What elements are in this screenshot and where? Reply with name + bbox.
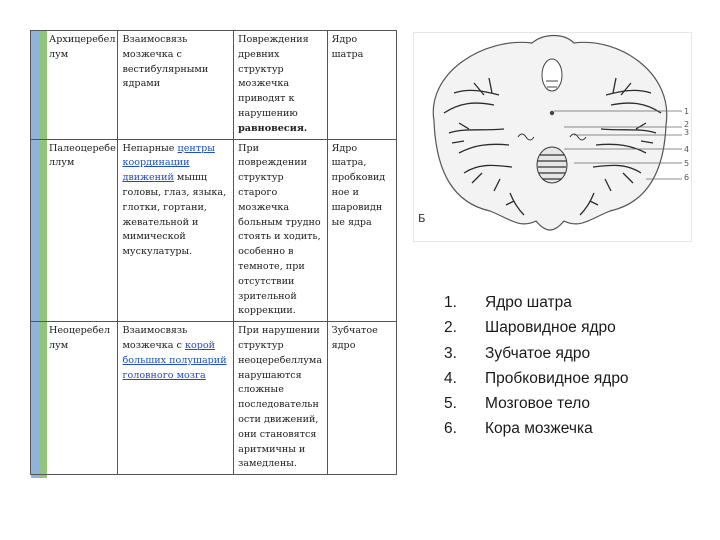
list-item: 5. Мозговое тело (444, 395, 591, 413)
callout-1: 1 (684, 107, 690, 116)
link-cortex[interactable]: корой больших полушарий головного мозга (122, 339, 227, 381)
list-item: 1. Ядро шатра (444, 294, 572, 311)
callout-4: 4 (684, 145, 690, 154)
table-row (31, 139, 397, 322)
cell-name: Палеоцеребе ллум (31, 139, 118, 322)
table-row (31, 322, 397, 475)
cell-name: Неоцеребел лум (31, 322, 118, 475)
callout-3: 3 (684, 128, 690, 137)
cerebellum-figure (413, 32, 692, 242)
list-item: 2. Шаровидное ядро (444, 319, 616, 337)
cell-function: Взаимосвязь мозжечка с корой больших полушарий головного мозга (118, 322, 234, 475)
list-item: 6. Кора мозжечка (444, 420, 593, 438)
cell-damage: При повреждении структур старого мозжечка больным трудно стоять и ходить, особенно в темноте, при отсутствии зрительной коррекции. (234, 139, 328, 322)
cerebellum-table (30, 30, 397, 475)
callout-2: 2 (684, 120, 690, 129)
cerebellum-illustration (414, 33, 691, 241)
cell-function: Взаимосвязь мозжечка с вестибулярными ядрами (118, 31, 234, 140)
cell-nuclei: Зубчатое ядро (327, 322, 396, 475)
legend-list (441, 290, 629, 442)
link-coordination-centers[interactable]: центры координации движений (122, 142, 215, 184)
cell-nuclei: Ядро шатра, пробковид ное и шаровидн ые ядра (327, 139, 396, 322)
table-row (31, 31, 397, 140)
cell-damage: При нарушении структур неоцеребеллума нарушаются сложные последовательн ости движений, они становятся аритмичны и замедлены. (234, 322, 328, 475)
list-item: 3. Зубчатое ядро (444, 344, 591, 362)
callout-6: 6 (684, 173, 690, 182)
cell-function: Непарные центры координации движений мышц головы, глаз, языка, глотки, гортани, жевательной и мимической мускулатуры. (118, 139, 234, 322)
cell-damage: Повреждения древних структур мозжечка приводят к нарушению равновесия. (234, 31, 328, 140)
cell-name: Архицеребел лум (31, 31, 118, 140)
figure-label: Б (418, 212, 426, 225)
callout-5: 5 (684, 159, 690, 168)
list-item: 4. Пробковидное ядро (444, 369, 629, 387)
cell-nuclei: Ядро шатра (327, 31, 396, 140)
